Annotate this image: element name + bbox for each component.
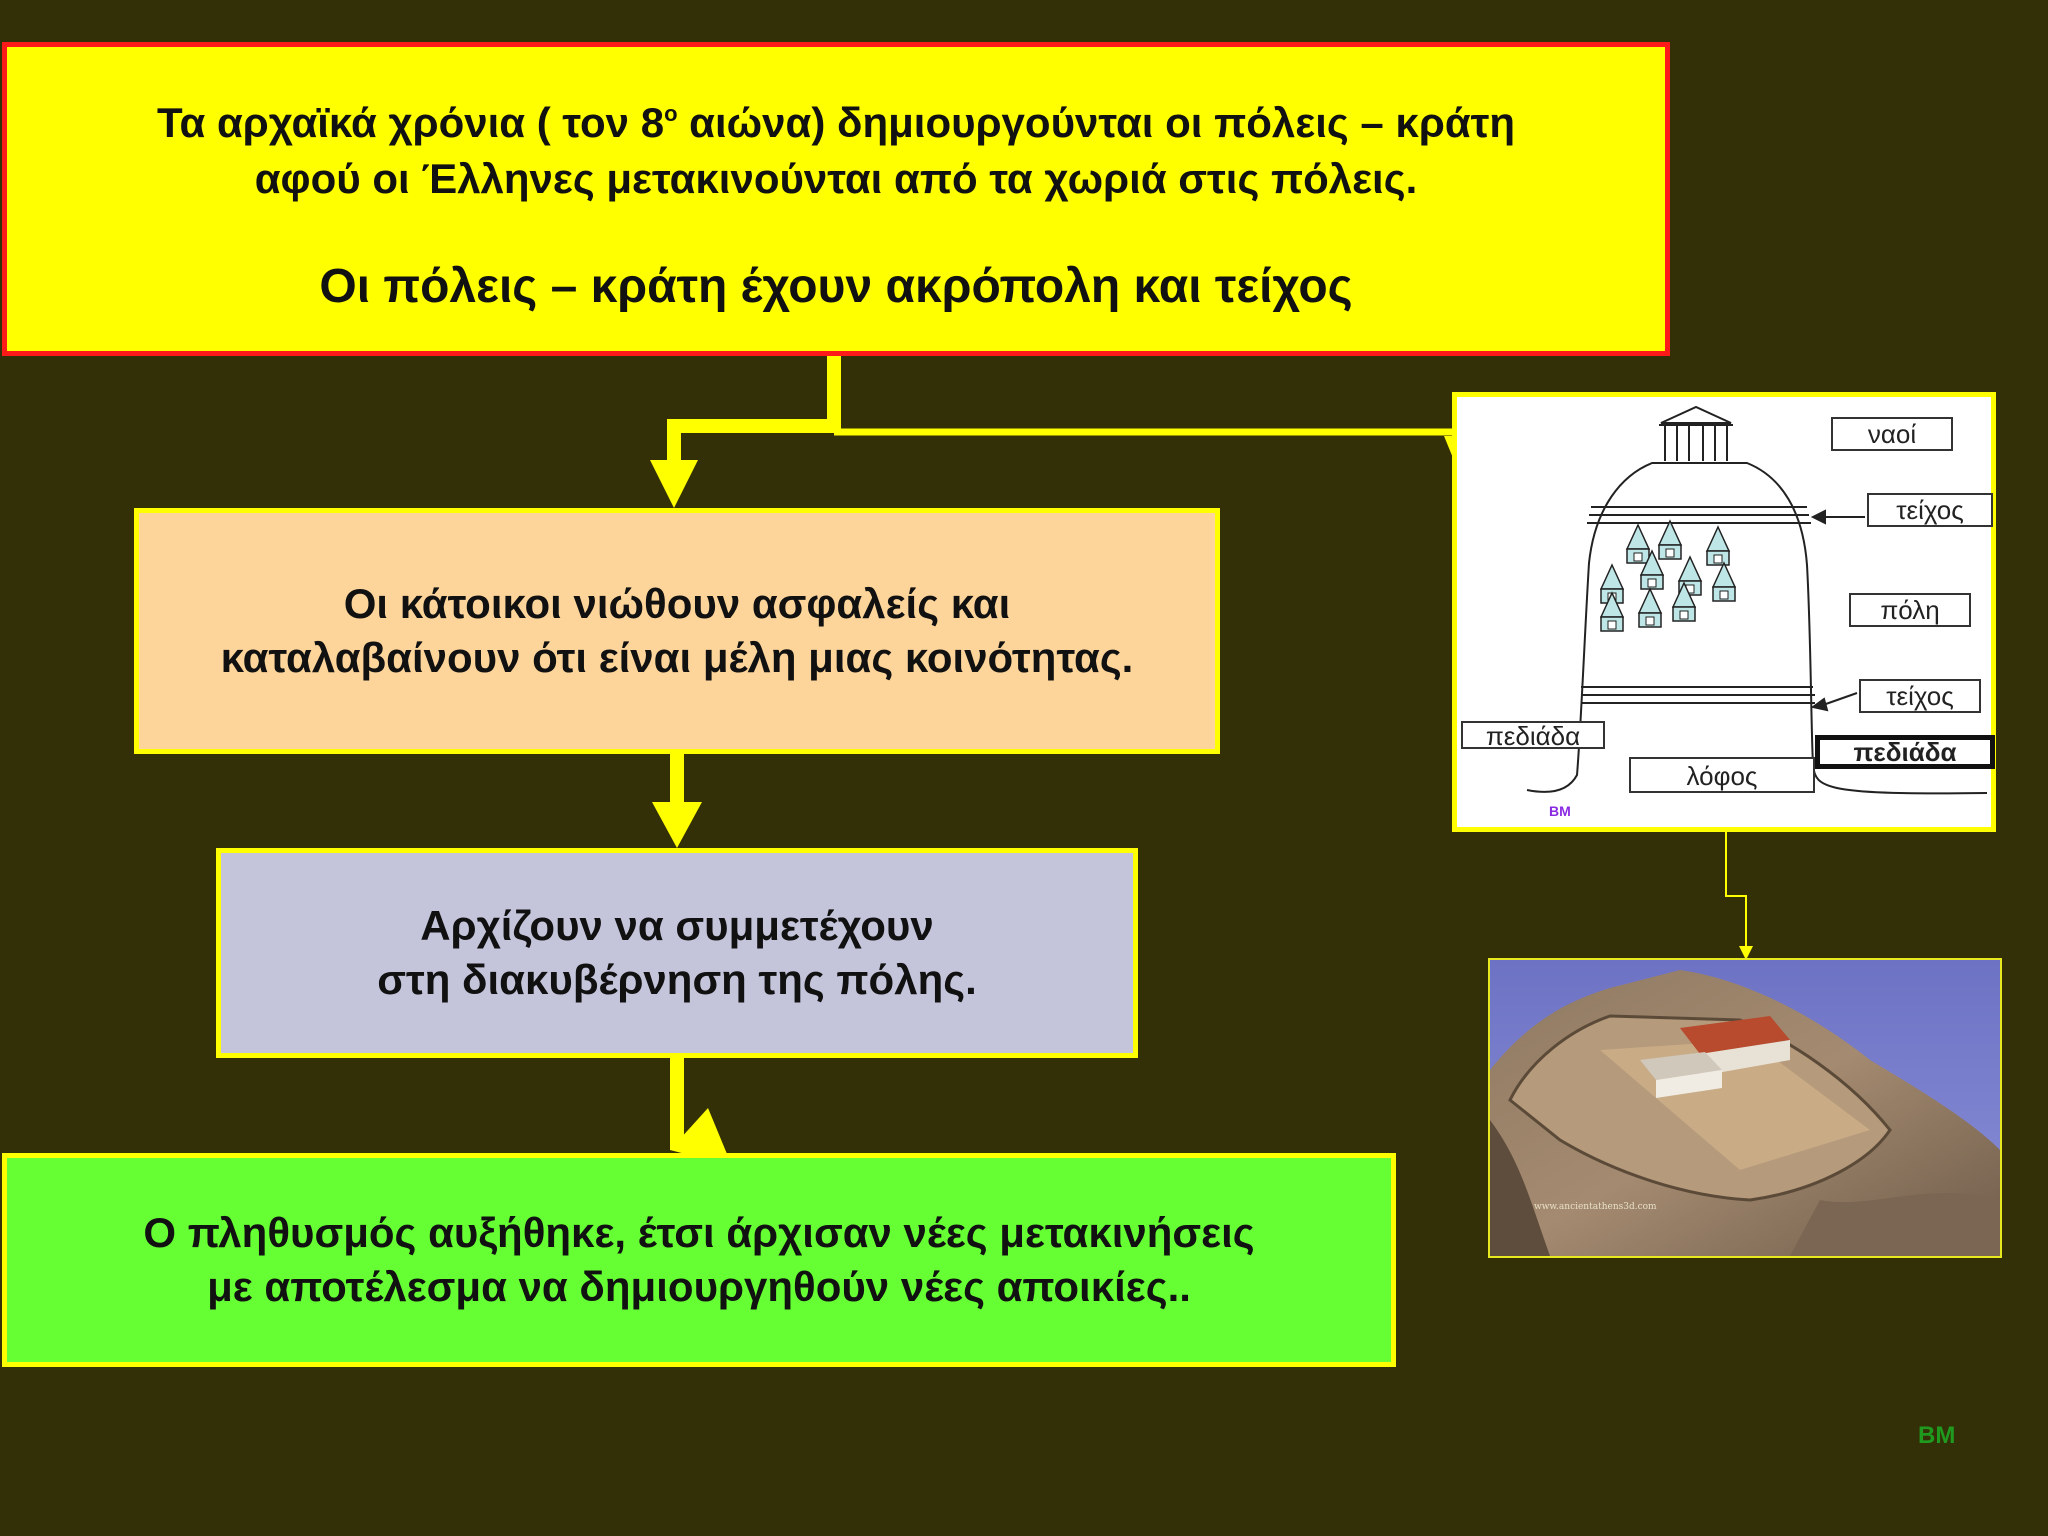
superscript-o: ο <box>664 101 678 126</box>
houses <box>1601 521 1735 631</box>
intro-line-2: αφού οι Έλληνες μετακινούνται από τα χωριά στις πόλεις. <box>254 155 1418 202</box>
residents-line-1: Οι κάτοικοι νιώθουν ασφαλείς και <box>343 580 1011 627</box>
governance-box <box>216 848 1138 1058</box>
acropolis-photo <box>1488 958 2002 1258</box>
label-hill: λόφος <box>1629 757 1815 793</box>
residents-box <box>134 508 1220 754</box>
temple-icon <box>1659 407 1733 461</box>
population-line-1: Ο πληθυσμός αυξήθηκε, έτσι άρχισαν νέες μετακινήσεις <box>143 1209 1255 1256</box>
intro-box <box>2 42 1670 356</box>
label-plain-right: πεδιάδα <box>1815 735 1995 769</box>
intro-line-3: Οι πόλεις – κράτη έχουν ακρόπολη και τείχος <box>319 260 1353 313</box>
arrow-governance-to-population <box>670 1058 732 1166</box>
governance-line-1: Αρχίζουν να συμμετέχουν <box>420 902 934 949</box>
connector-intro-to-diagram <box>834 432 1462 458</box>
label-wall-upper: τείχος <box>1867 493 1993 527</box>
upper-wall-lines <box>1587 507 1811 523</box>
house-icon <box>1659 521 1681 559</box>
house-icon <box>1639 589 1661 627</box>
arrow-residents-to-governance <box>652 754 702 848</box>
lower-wall-lines <box>1581 687 1815 703</box>
arrow-intro-to-residents <box>650 356 834 508</box>
house-icon <box>1707 527 1729 565</box>
label-city: πόλη <box>1849 593 1971 627</box>
label-wall-lower: τείχος <box>1859 679 1981 713</box>
slide-watermark: BM <box>1918 1422 1956 1449</box>
photo-source-text: www.ancientathens3d.com <box>1534 1202 1657 1212</box>
connector-diagram-to-photo <box>1726 832 1753 960</box>
diagram-watermark: BM <box>1549 803 1571 819</box>
label-plain-left: πεδιάδα <box>1461 721 1605 749</box>
house-icon <box>1713 563 1735 601</box>
label-temples: ναοί <box>1831 417 1953 451</box>
governance-line-2: στη διακυβέρνηση της πόλης. <box>377 956 977 1003</box>
house-icon <box>1627 525 1649 563</box>
intro-line-1: Τα αρχαϊκά χρόνια ( τον $8^o$ αιώνα) δημιουργούνται οι πόλεις – κράτη <box>156 99 1516 146</box>
population-line-2: με αποτέλεσμα να δημιουργηθούν νέες αποικίες.. <box>207 1263 1191 1310</box>
population-box <box>2 1153 1396 1367</box>
acropolis-diagram <box>1452 392 1996 832</box>
residents-line-2: καταλαβαίνουν ότι είναι μέλη μιας κοινότητας. <box>220 634 1134 681</box>
